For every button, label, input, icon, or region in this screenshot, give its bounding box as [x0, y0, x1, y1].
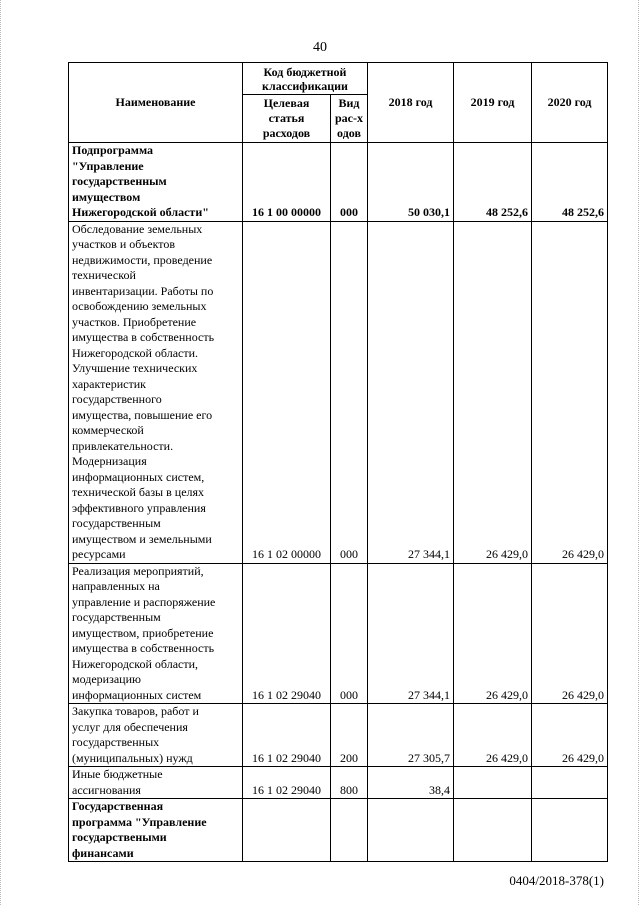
table-row — [69, 799, 608, 862]
row-2019: 26 429,0 — [454, 221, 532, 563]
table-row — [69, 221, 608, 563]
row-name: Иные бюджетные ассигнования — [69, 767, 243, 799]
row-code: 16 1 02 00000 — [243, 221, 331, 563]
left-margin-line — [0, 0, 2, 905]
row-name: Закупка товаров, работ и услуг для обеспечения государственных (муниципальных) нужд — [69, 704, 243, 767]
row-2018: 27 344,1 — [368, 221, 454, 563]
row-type — [331, 799, 368, 862]
row-type: 000 — [331, 221, 368, 563]
row-2020: 26 429,0 — [532, 221, 608, 563]
row-2018: 50 030,1 — [368, 143, 454, 222]
row-type: 800 — [331, 767, 368, 799]
row-2018: 38,4 — [368, 767, 454, 799]
header-target-article: Целевая статья расходов — [243, 95, 331, 143]
row-2019: 26 429,0 — [454, 704, 532, 767]
row-name: Подпрограмма "Управление государственным имуществом Нижегородской области" — [69, 143, 243, 222]
row-code: 16 1 02 29040 — [243, 563, 331, 704]
row-2019 — [454, 767, 532, 799]
budget-table — [68, 62, 608, 862]
header-expense-type: Вид рас-ходов — [331, 95, 368, 143]
table-row — [69, 767, 608, 799]
row-2020 — [532, 767, 608, 799]
row-name: Государственная программа "Управление государствеными финансами — [69, 799, 243, 862]
header-2018: 2018 год — [368, 63, 454, 143]
header-2020: 2020 год — [532, 63, 608, 143]
row-code: 16 1 02 29040 — [243, 704, 331, 767]
row-type: 200 — [331, 704, 368, 767]
header-row-1 — [69, 63, 608, 95]
table-row — [69, 563, 608, 704]
row-2019: 48 252,6 — [454, 143, 532, 222]
header-name: Наименование — [69, 63, 243, 143]
row-2018: 27 344,1 — [368, 563, 454, 704]
row-2020: 26 429,0 — [532, 563, 608, 704]
row-2018 — [368, 799, 454, 862]
table-row — [69, 704, 608, 767]
row-2019 — [454, 799, 532, 862]
row-code: 16 1 00 00000 — [243, 143, 331, 222]
row-type: 000 — [331, 563, 368, 704]
row-name: Обследование земельных участков и объектов недвижимости, проведение технической инвентаризации. Работы по освобождению земельных участков. Приобретение имущества в собственность Нижегородской области. Улучшение технических характеристик государственного имущества, повышение его коммерческой привлекательности. Модернизация информационных систем, технической базы в целях эффективного управления государственным имуществом и земельными ресурсами — [69, 221, 243, 563]
row-2020: 26 429,0 — [532, 704, 608, 767]
row-2018: 27 305,7 — [368, 704, 454, 767]
row-code: 16 1 02 29040 — [243, 767, 331, 799]
document-code: 0404/2018-378(1) — [509, 873, 604, 888]
header-2019: 2019 год — [454, 63, 532, 143]
row-type: 000 — [331, 143, 368, 222]
header-budget-code: Код бюджетной классификации — [243, 63, 368, 95]
page-number: 40 — [313, 40, 327, 55]
table-row — [69, 143, 608, 222]
row-2020: 48 252,6 — [532, 143, 608, 222]
row-2020 — [532, 799, 608, 862]
row-2019: 26 429,0 — [454, 563, 532, 704]
row-name: Реализация мероприятий, направленных на управление и распоряжение государственным имуществом, приобретение имущества в собственность Нижегородской области, модеризацию информационных систем — [69, 563, 243, 704]
row-code — [243, 799, 331, 862]
